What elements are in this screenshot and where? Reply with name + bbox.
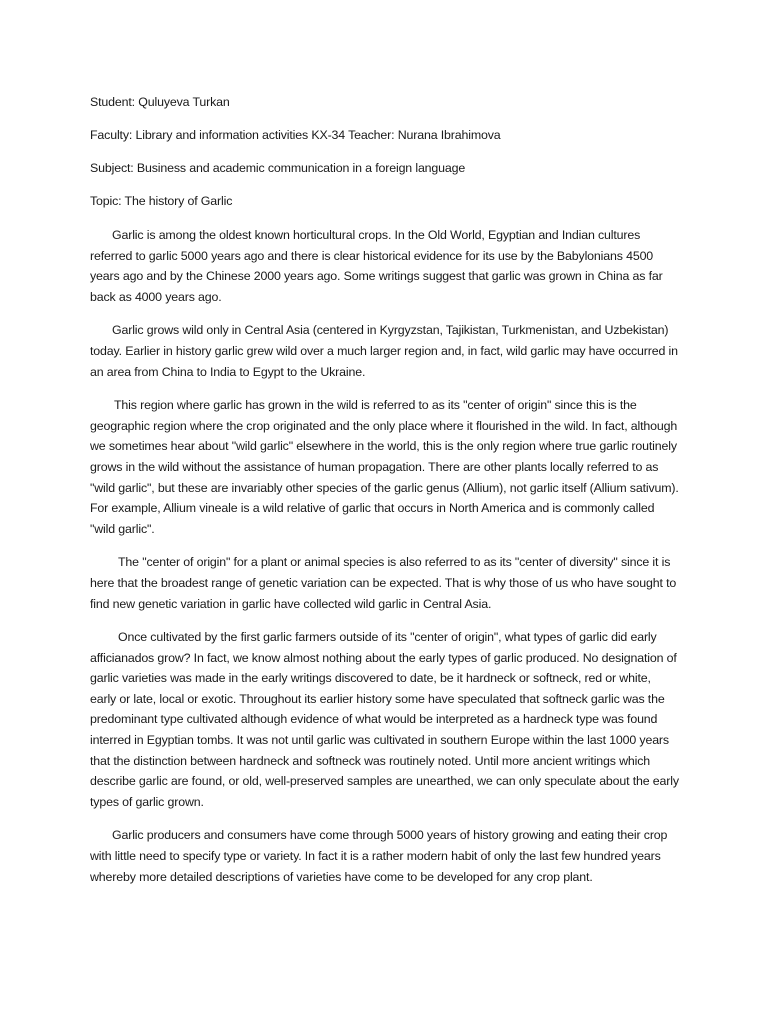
paragraph-modern-varieties: Garlic producers and consumers have come through 5000 years of history growing and eating their crop with little need to specify type or variety. In fact it is a rather modern habit of only the last few hundred years whereby more detailed descriptions of varieties have come to be developed for any crop plant. bbox=[90, 828, 668, 884]
student-line: Student: Quluyeva Turkan bbox=[90, 95, 230, 109]
paragraph-history-overview: Garlic is among the oldest known horticultural crops. In the Old World, Egyptian and Indian cultures referred to garlic 5000 years ago and there is clear historical evidence for its use by the Babylonians 4500 years ago and by the Chinese 2000 years ago. Some writings suggest that garlic was grown in China as far back as 4000 years ago. bbox=[90, 228, 663, 304]
subject-line: Subject: Business and academic communication in a foreign language bbox=[90, 161, 466, 175]
paragraph-early-cultivation: Once cultivated by the first garlic farmers outside of its "center of origin", what types of garlic did early afficianados grow? In fact, we know almost nothing about the early types of garlic produced. No designation of garlic varieties was made in the early writings discovered to date, be it hardneck or softneck, red or white, early or late, local or exotic. Throughout its earlier history some have speculated that softneck garlic was the predominant type cultivated although evidence of what would be interpreted as a hardneck type was found interred in Egyptian tombs. It was not until garlic was cultivated in southern Europe within the last 1000 years that the distinction between hardneck and softneck was routinely noted. Until more ancient writings which describe garlic are found, or old, well-preserved samples are unearthed, we can only speculate about the early types of garlic grown. bbox=[90, 630, 679, 809]
faculty-line: Faculty: Library and information activities KX-34 Teacher: Nurana Ibrahimova bbox=[90, 128, 501, 142]
topic-line: Topic: The history of Garlic bbox=[90, 194, 233, 208]
paragraph-center-of-diversity: The "center of origin" for a plant or animal species is also referred to as its "center of diversity" since it is here that the broadest range of genetic variation can be expected. That is why those of us who have sought to find new genetic variation in garlic have collected wild garlic in Central Asia. bbox=[90, 555, 677, 611]
document-content bbox=[90, 93, 680, 900]
paragraph-wild-garlic-range: Garlic grows wild only in Central Asia (centered in Kyrgyzstan, Tajikistan, Turkmenistan, and Uzbekistan) today. Earlier in history garlic grew wild over a much larger region and, in fact, wild garlic may have occurred in an area from China to India to Egypt to the Ukraine. bbox=[90, 323, 678, 379]
paragraph-center-of-origin: This region where garlic has grown in the wild is referred to as its "center of origin" since this is the geographic region where the crop originated and the only place where it flourished in the wild. In fact, although we sometimes hear about "wild garlic" elsewhere in the world, this is the only region where true garlic routinely grows in the wild without the assistance of human propagation. There are other plants locally referred to as "wild garlic", but these are invariably other species of the garlic genus (Allium), not garlic itself (Allium sativum). For example, Allium vineale is a wild relative of garlic that occurs in North America and is commonly called "wild garlic". bbox=[90, 398, 679, 536]
